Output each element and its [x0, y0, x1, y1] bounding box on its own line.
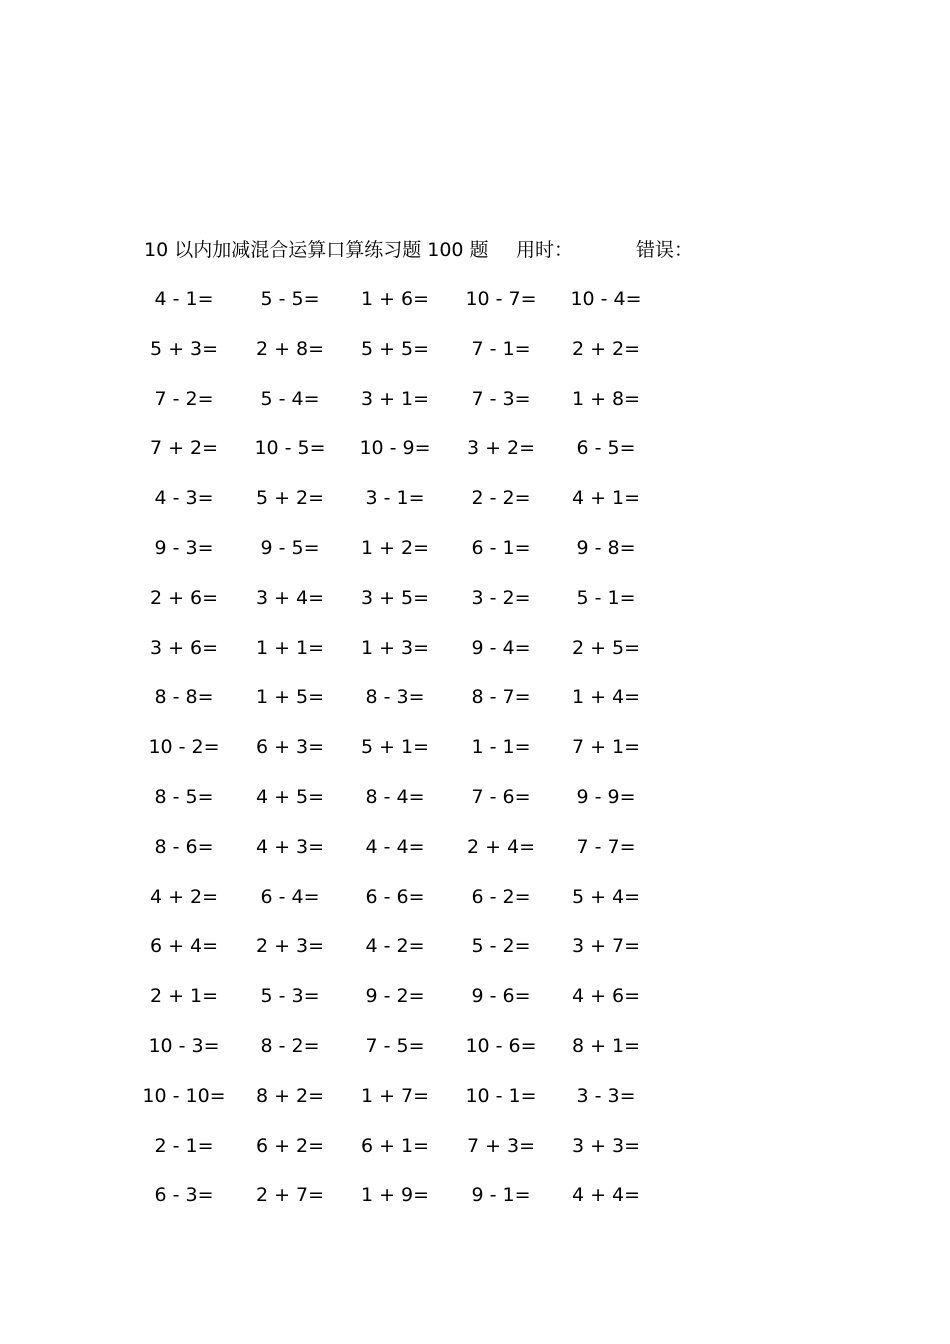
math-problem: 8 - 8= [154, 686, 214, 709]
math-problem: 5 + 2= [255, 487, 325, 510]
math-problem: 10 - 6= [465, 1034, 537, 1057]
math-problem: 3 + 4= [255, 586, 325, 609]
math-problem: 2 + 2= [571, 337, 641, 360]
math-problem: 5 - 1= [576, 586, 636, 609]
math-problem: 10 - 9= [359, 437, 431, 460]
math-problem: 1 + 9= [360, 1184, 430, 1207]
math-problem: 2 - 2= [471, 487, 531, 510]
math-problem: 10 - 4= [570, 288, 642, 310]
math-problem: 5 + 5= [360, 337, 430, 360]
math-problem: 2 + 1= [149, 985, 219, 1008]
math-problem: 10 - 7= [465, 288, 537, 310]
math-problem: 4 + 3= [255, 835, 325, 858]
math-problem: 1 - 1= [471, 736, 531, 759]
math-problem: 6 - 4= [260, 885, 320, 908]
math-problem: 2 + 6= [149, 586, 219, 609]
problem-grid [0, 285, 950, 1231]
math-problem: 1 + 8= [571, 387, 641, 410]
problem-row [0, 1082, 950, 1132]
math-problem: 8 - 4= [365, 785, 425, 808]
math-problem: 7 - 5= [365, 1034, 425, 1057]
problem-row [0, 783, 950, 833]
problem-row [0, 434, 950, 484]
math-problem: 7 - 2= [154, 387, 214, 410]
math-problem: 10 - 3= [148, 1034, 220, 1057]
math-problem: 3 + 1= [360, 387, 430, 410]
math-problem: 5 - 4= [260, 387, 320, 410]
math-problem: 9 - 5= [260, 536, 320, 559]
math-problem: 9 - 1= [471, 1184, 531, 1207]
math-problem: 5 + 4= [571, 885, 641, 908]
math-problem: 2 + 8= [255, 337, 325, 360]
math-problem: 1 + 3= [360, 636, 430, 659]
math-problem: 3 + 2= [466, 437, 536, 460]
math-problem: 6 + 1= [360, 1134, 430, 1157]
math-problem: 10 - 1= [465, 1084, 537, 1107]
math-problem: 3 + 5= [360, 586, 430, 609]
problem-row [0, 1132, 950, 1182]
error-count-label: 错误： [636, 239, 694, 261]
math-problem: 5 - 2= [471, 935, 531, 958]
problem-row [0, 534, 950, 584]
math-problem: 4 + 1= [571, 487, 641, 510]
math-problem: 8 - 3= [365, 686, 425, 709]
math-problem: 8 + 2= [255, 1084, 325, 1107]
math-problem: 4 + 2= [149, 885, 219, 908]
math-problem: 9 - 6= [471, 985, 531, 1008]
math-problem: 3 + 3= [571, 1134, 641, 1157]
math-problem: 8 + 1= [571, 1034, 641, 1057]
math-problem: 6 - 1= [471, 536, 531, 559]
math-problem: 6 - 5= [576, 437, 636, 460]
problem-row [0, 285, 950, 335]
math-problem: 3 - 1= [365, 487, 425, 510]
math-problem: 5 + 1= [360, 736, 430, 759]
math-problem: 3 - 3= [576, 1084, 636, 1107]
math-problem: 4 + 5= [255, 785, 325, 808]
math-problem: 4 + 4= [571, 1184, 641, 1207]
math-problem: 2 + 3= [255, 935, 325, 958]
math-problem: 7 + 3= [466, 1134, 536, 1157]
math-problem: 1 + 1= [255, 636, 325, 659]
time-used-label: 用时： [516, 239, 574, 261]
problem-row [0, 1032, 950, 1082]
math-problem: 4 - 3= [154, 487, 214, 510]
math-problem: 6 - 3= [154, 1184, 214, 1207]
problem-row [0, 932, 950, 982]
math-problem: 5 + 3= [149, 337, 219, 360]
math-problem: 2 + 4= [466, 835, 536, 858]
math-problem: 7 - 1= [471, 337, 531, 360]
problem-row [0, 584, 950, 634]
problem-row [0, 484, 950, 534]
math-problem: 2 + 7= [255, 1184, 325, 1207]
math-problem: 10 - 10= [142, 1084, 226, 1107]
math-problem: 4 + 6= [571, 985, 641, 1008]
problem-row [0, 733, 950, 783]
math-problem: 7 - 6= [471, 785, 531, 808]
problem-row [0, 982, 950, 1032]
problem-row [0, 634, 950, 684]
math-problem: 5 - 3= [260, 985, 320, 1008]
math-problem: 1 + 6= [360, 288, 430, 310]
math-problem: 2 + 5= [571, 636, 641, 659]
math-problem: 4 - 2= [365, 935, 425, 958]
math-problem: 9 - 9= [576, 785, 636, 808]
page-title: 10 以内加减混合运算口算练习题 100 题 [144, 239, 489, 261]
math-problem: 9 - 2= [365, 985, 425, 1008]
math-problem: 8 - 6= [154, 835, 214, 858]
math-problem: 1 + 5= [255, 686, 325, 709]
math-problem: 8 - 7= [471, 686, 531, 709]
math-problem: 7 - 3= [471, 387, 531, 410]
math-problem: 10 - 5= [254, 437, 326, 460]
problem-row [0, 1181, 950, 1231]
problem-row [0, 883, 950, 933]
worksheet-header [144, 236, 764, 264]
math-problem: 8 - 2= [260, 1034, 320, 1057]
problem-row [0, 385, 950, 435]
math-problem: 7 + 2= [149, 437, 219, 460]
math-problem: 2 - 1= [154, 1134, 214, 1157]
math-problem: 1 + 4= [571, 686, 641, 709]
math-problem: 6 + 3= [255, 736, 325, 759]
math-problem: 5 - 5= [260, 288, 320, 310]
math-problem: 7 - 7= [576, 835, 636, 858]
math-problem: 9 - 8= [576, 536, 636, 559]
problem-row [0, 335, 950, 385]
math-problem: 3 + 6= [149, 636, 219, 659]
problem-row [0, 833, 950, 883]
math-problem: 6 + 4= [149, 935, 219, 958]
math-problem: 8 - 5= [154, 785, 214, 808]
math-problem: 9 - 3= [154, 536, 214, 559]
math-problem: 3 - 2= [471, 586, 531, 609]
math-problem: 3 + 7= [571, 935, 641, 958]
math-problem: 7 + 1= [571, 736, 641, 759]
math-problem: 4 - 1= [154, 288, 214, 310]
math-problem: 1 + 2= [360, 536, 430, 559]
problem-row [0, 683, 950, 733]
math-problem: 6 + 2= [255, 1134, 325, 1157]
math-problem: 1 + 7= [360, 1084, 430, 1107]
math-problem: 9 - 4= [471, 636, 531, 659]
math-problem: 6 - 2= [471, 885, 531, 908]
math-problem: 4 - 4= [365, 835, 425, 858]
math-problem: 10 - 2= [148, 736, 220, 759]
math-problem: 6 - 6= [365, 885, 425, 908]
